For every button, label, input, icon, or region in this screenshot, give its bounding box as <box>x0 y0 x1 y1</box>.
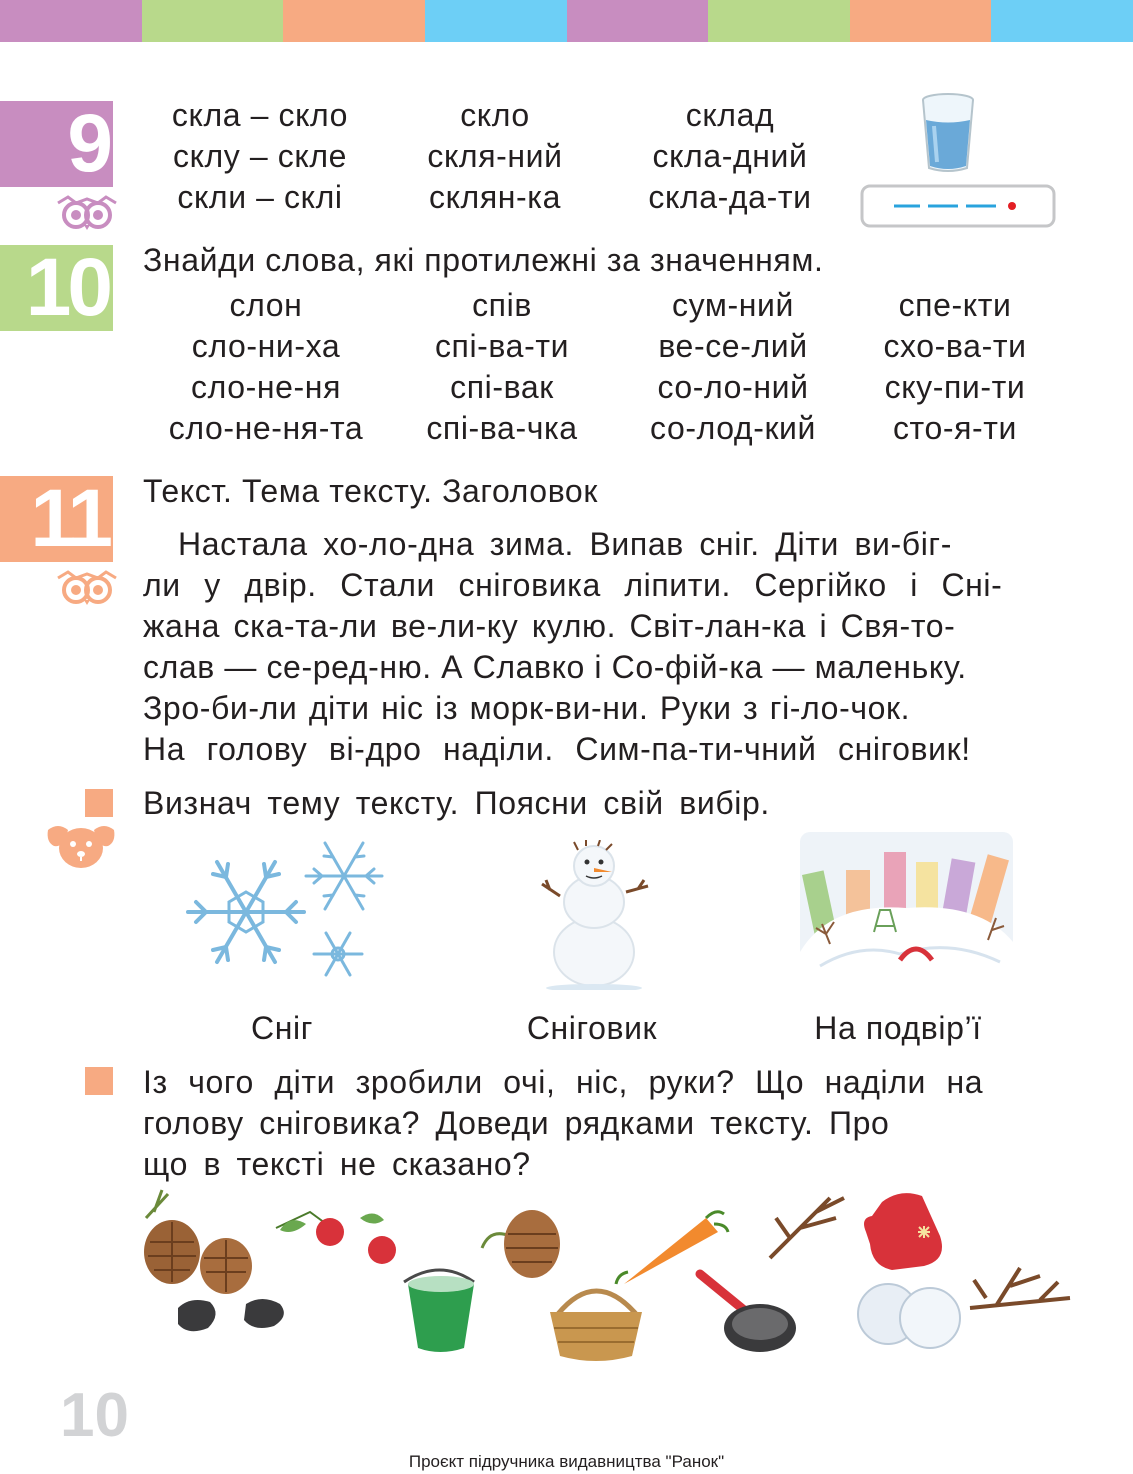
puppy-face-icon <box>44 822 118 872</box>
owl-eyes-icon <box>54 195 120 231</box>
exercise-11-heading: Текст. Тема тексту. Заголовок <box>143 473 598 509</box>
top-color-stripe <box>0 0 1133 42</box>
task-2-line: Із чого діти зробили очі, ніс, руки? Що наділи на <box>143 1064 984 1100</box>
option-label: Сніговик <box>526 1010 658 1046</box>
exercise-10-instruction: Знайди слова, які протилежні за значенням. <box>143 242 824 278</box>
pine-cones-icon <box>144 1190 252 1294</box>
stripe-segment <box>283 0 425 42</box>
basket-icon <box>550 1291 642 1361</box>
twig-icon <box>970 1268 1070 1308</box>
story-line: Зро-би-ли діти ніс із морк-ви-ни. Руки з гі-ло-чок. <box>143 690 911 726</box>
word: сло-не-ня-та <box>168 410 364 446</box>
word: скля-ний <box>427 138 563 174</box>
word: спі-вак <box>450 369 554 405</box>
task-marker <box>85 1067 113 1095</box>
exercise-10-number: 10 <box>0 245 113 331</box>
word: спі-ва-ти <box>434 328 570 364</box>
winter-yard-icon <box>800 832 1013 994</box>
word: спе-кти <box>898 287 1012 323</box>
word-scheme-icon <box>860 184 1056 228</box>
exercise-11-number: 11 <box>0 476 113 562</box>
coals-icon <box>178 1299 284 1331</box>
cherries-icon <box>276 1212 396 1264</box>
word: склян-ка <box>429 179 561 215</box>
snowballs-icon <box>858 1284 960 1348</box>
stripe-segment <box>991 0 1133 42</box>
task-2-line: голову сніговика? Доведи рядками тексту. Про <box>143 1105 890 1141</box>
mitten-icon <box>864 1193 942 1270</box>
word: со-лод-кий <box>649 410 816 446</box>
objects-illustration <box>140 1188 1080 1368</box>
story-line: ли у двір. Стали сніговика ліпити. Сергійко і Сні- <box>143 567 1003 603</box>
carrot-icon <box>616 1212 728 1284</box>
footer-credit: Проєкт підручника видавництва "Ранок" <box>408 1452 725 1471</box>
exercise-9-number: 9 <box>0 101 113 187</box>
stripe-segment <box>850 0 992 42</box>
story-line: слав — се-ред-ню. А Славко і Со-фій-ка — маленьку. <box>143 649 967 685</box>
word: сло-ни-ха <box>191 328 341 364</box>
glass-of-water-icon <box>918 92 978 174</box>
twig-icon <box>770 1198 844 1258</box>
word: спів <box>472 287 532 323</box>
task-marker <box>85 789 113 817</box>
option-label: Сніг <box>251 1010 313 1046</box>
word: скла – скло <box>171 97 349 133</box>
word: схо-ва-ти <box>883 328 1027 364</box>
word: слон <box>229 287 303 323</box>
stripe-segment <box>708 0 850 42</box>
word: сум-ний <box>672 287 794 323</box>
word: сто-я-ти <box>892 410 1018 446</box>
page-number: 10 <box>60 1381 129 1450</box>
task-1-text: Визнач тему тексту. Поясни свій вибір. <box>143 785 770 821</box>
word: спі-ва-чка <box>426 410 578 446</box>
story-line: жана ска-та-ли ве-ли-ку кулю. Світ-лан-ка і Свя-то- <box>143 608 956 644</box>
stripe-segment <box>425 0 567 42</box>
word: скла-да-ти <box>648 179 812 215</box>
word: скли – склі <box>177 179 343 215</box>
stripe-segment <box>142 0 284 42</box>
word: ску-пи-ти <box>884 369 1026 405</box>
snowflakes-icon <box>180 830 390 980</box>
option-label: На подвір’ї <box>814 1010 982 1046</box>
story-line: На голову ві-дро наділи. Сим-па-ти-чний сніговик! <box>143 731 971 767</box>
bucket-icon <box>404 1270 474 1352</box>
word: склу – скле <box>172 138 348 174</box>
word: ве-се-лий <box>658 328 808 364</box>
pine-cone-icon <box>482 1210 560 1278</box>
word: скла-дний <box>652 138 808 174</box>
word: скло <box>460 97 530 133</box>
story-line: Настала хо-ло-дна зима. Випав сніг. Діти ви-біг- <box>178 526 952 562</box>
task-2-line: що в тексті не сказано? <box>143 1146 531 1182</box>
stripe-segment <box>567 0 709 42</box>
frying-pan-icon <box>700 1274 796 1352</box>
word: со-ло-ний <box>657 369 809 405</box>
word: сло-не-ня <box>190 369 341 405</box>
word: склад <box>685 97 775 133</box>
owl-eyes-icon <box>54 570 120 606</box>
stripe-segment <box>0 0 142 42</box>
snowman-icon <box>540 840 652 990</box>
